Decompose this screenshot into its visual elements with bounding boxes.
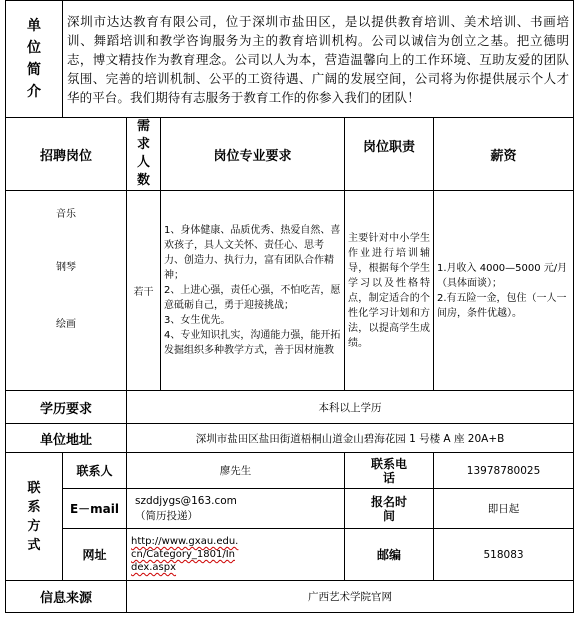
position-music: 音乐	[56, 209, 76, 220]
education-label: 学历要求	[6, 391, 127, 424]
position-piano: 钢琴	[56, 262, 76, 273]
requirement-item: 4、专业知识扎实，沟通能力强，能开拓发掘组织多种教学方式，善于因材施教	[164, 330, 341, 356]
email-label: E－mail	[63, 489, 127, 529]
requirement-item: 1、身体健康、品质优秀、热爱自然、喜欢孩子，具人文关怀、责任心、思考力、创造力、执行力，富有团队合作精神；	[164, 225, 341, 281]
phone-value: 13978780025	[434, 453, 574, 489]
intro-row	[6, 1, 574, 118]
education-value: 本科以上学历	[127, 391, 574, 424]
deadline-value: 即日起	[434, 489, 574, 529]
company-intro-text: 深圳市达达教育有限公司，位于深圳市盐田区，是以提供教育培训、美术培训、书画培训、舞蹈培训和教学咨询服务为主的教育培训机构。公司以诚信为创立之基。把立德明志，博文精技作为教育理念。公司以人为本，营造温馨向上的工作环境、互助友爱的团队氛围、完善的培训机制、公平的工资待遇、广阔的发展空间，公司将为你提供展示个人才华的平台。我们期待有志服务于教育工作的你参入我们的团队！	[63, 1, 574, 118]
address-label: 单位地址	[6, 424, 127, 453]
requirement-item: 3、女生优先。	[164, 315, 231, 326]
job-posting-table-wrapper	[5, 0, 573, 613]
salary-item: 1.月收入 4000—5000 元/月（具体面谈）；	[437, 262, 568, 289]
requirement-item: 2、上进心强，责任心强，不怕吃苦，愿意砥砺自己，勇于迎接挑战；	[164, 285, 341, 311]
address-value: 深圳市盐田区盐田街道梧桐山道金山碧海花园 1 号楼 A 座 20A+B	[127, 424, 574, 453]
phone-label: 联系电 话	[345, 453, 434, 489]
salary-item: 2.有五险一金，包住（一人一间房，条件优越）。	[437, 292, 567, 319]
zip-label: 邮编	[345, 529, 434, 581]
url-label: 网址	[63, 529, 127, 581]
contact-person-label: 联系人	[63, 453, 127, 489]
contact-row-person	[6, 453, 574, 489]
header-salary: 薪资	[434, 118, 574, 191]
job-posting-table	[5, 0, 574, 613]
header-duties: 岗位职责	[345, 118, 434, 191]
email-note: （简历投递）	[135, 509, 198, 522]
contact-section-label: 联 系 方 式	[6, 453, 63, 581]
headcount-value: 若干	[127, 191, 161, 391]
email-cell	[127, 489, 345, 529]
contact-person-value: 廖先生	[127, 453, 345, 489]
source-value: 广西艺术学院官网	[127, 581, 574, 613]
url-line[interactable]: cn/Category_1801/In	[131, 549, 235, 560]
header-row	[6, 118, 574, 191]
requirements-list	[161, 191, 345, 391]
source-row	[6, 581, 574, 613]
contact-row-email	[6, 489, 574, 529]
deadline-label: 报名时 间	[345, 489, 434, 529]
position-drawing: 绘画	[56, 319, 76, 330]
salary-text	[434, 191, 574, 391]
zip-value: 518083	[434, 529, 574, 581]
address-row	[6, 424, 574, 453]
email-value[interactable]: szddjygs@163.com	[135, 494, 237, 507]
url-cell[interactable]	[127, 529, 345, 581]
header-count: 需 求 人 数	[127, 118, 161, 191]
header-position: 招聘岗位	[6, 118, 127, 191]
education-row	[6, 391, 574, 424]
header-requirements: 岗位专业要求	[161, 118, 345, 191]
source-label: 信息来源	[6, 581, 127, 613]
url-line[interactable]: dex.aspx	[131, 562, 177, 573]
contact-row-url	[6, 529, 574, 581]
positions-row	[6, 191, 574, 391]
url-line[interactable]: http://www.gxau.edu.	[131, 536, 239, 547]
intro-label: 单 位 简 介	[6, 1, 63, 118]
duties-text: 主要针对中小学生作业进行培训辅导，根据每个学生学习以及性格特点，制定适合的个性化学习计划和方法，以提高学生成绩。	[345, 191, 434, 391]
position-list	[6, 191, 127, 391]
